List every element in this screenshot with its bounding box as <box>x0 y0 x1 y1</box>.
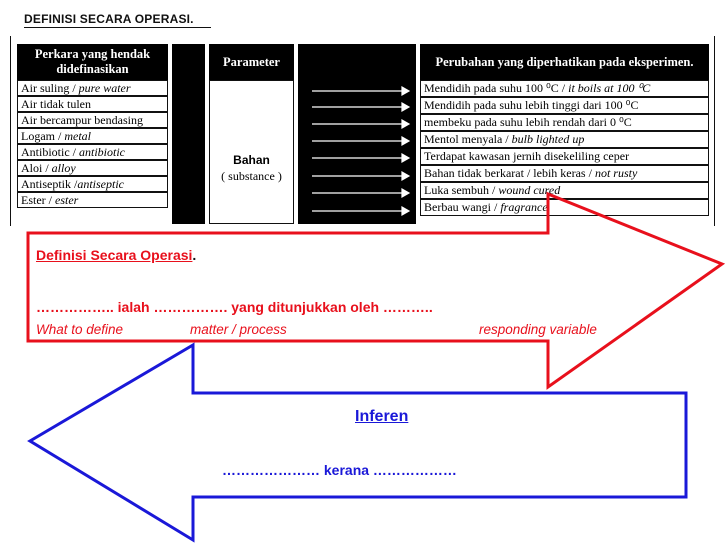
definition-template: …………….. ialah ……………. yang ditunjukkan oleh ……….. <box>36 299 433 315</box>
document-title: DEFINISI SECARA OPERASI. <box>24 12 194 26</box>
perkara-row <box>17 128 168 144</box>
row-text: Air bercampur bendasing <box>21 113 143 127</box>
row-italic-text: wound cured <box>498 183 561 197</box>
perkara-row <box>17 144 168 160</box>
row-text: Aloi / <box>21 161 52 175</box>
perkara-row <box>17 160 168 176</box>
perubahan-row <box>420 199 709 216</box>
row-text: Antiseptik / <box>21 177 78 191</box>
header-perubahan-text: Perubahan yang diperhatikan pada eksperimen. <box>435 54 694 69</box>
row-text: Terdapat kawasan jernih disekeliling ceper <box>424 149 630 163</box>
definition-label-what: What to define <box>36 322 124 337</box>
perubahan-row <box>420 97 709 114</box>
arrow-column <box>298 44 416 224</box>
parameter-bahan: Bahan <box>233 153 270 167</box>
row-italic-text: alloy <box>51 161 76 175</box>
row-text: Mendidih pada suhu 100 ⁰C / <box>424 81 569 95</box>
perubahan-row <box>420 148 709 165</box>
row-italic-text: ester <box>55 193 79 207</box>
row-italic-text: bulb lighted up <box>511 132 585 146</box>
row-italic-text: metal <box>64 129 91 143</box>
inference-arrow-shape <box>30 345 686 540</box>
row-text: Mentol menyala / <box>424 132 512 146</box>
perkara-row <box>17 192 168 208</box>
header-parameter-text: Parameter <box>223 54 280 69</box>
perkara-row <box>17 112 168 128</box>
perkara-column <box>17 80 168 208</box>
perkara-row <box>17 80 168 96</box>
row-italic-text: not rusty <box>594 166 638 180</box>
row-italic-text: antibiotic <box>79 145 125 159</box>
perubahan-row <box>420 80 709 97</box>
header-parameter <box>209 44 294 80</box>
perubahan-column <box>420 80 709 216</box>
header-perkara <box>17 44 168 80</box>
row-text: Air suling / <box>21 81 79 95</box>
title-underline <box>24 27 211 28</box>
perkara-row <box>17 96 168 112</box>
definition-heading-dot: . <box>192 247 197 263</box>
row-text: Mendidih pada suhu lebih tinggi dari 100 ⁰C <box>424 98 639 112</box>
frame-right-border <box>714 36 715 226</box>
row-text: membeku pada suhu lebih rendah dari 0 ⁰C <box>424 115 632 129</box>
definition-label-matter: matter / process <box>190 322 287 337</box>
perubahan-row <box>420 131 709 148</box>
row-text: Berbau wangi / <box>424 200 501 214</box>
row-text: Bahan tidak berkarat / lebih keras / <box>424 166 595 180</box>
perubahan-row <box>420 182 709 199</box>
row-text: Luka sembuh / <box>424 183 499 197</box>
perkara-row <box>17 176 168 192</box>
parameter-substance: ( substance ) <box>221 169 282 183</box>
row-text: Air tidak tulen <box>21 97 91 111</box>
separator-column-1 <box>172 44 205 224</box>
definition-heading-text: Definisi Secara Operasi <box>36 247 193 263</box>
row-italic-text: it boils at 100 ⁰C <box>568 81 651 95</box>
inference-heading: Inferen <box>355 408 409 425</box>
row-italic-text: fragrance <box>500 200 548 214</box>
definition-heading <box>36 247 196 263</box>
row-text: Antibiotic / <box>21 145 79 159</box>
row-text: Ester / <box>21 193 55 207</box>
row-italic-text: pure water <box>78 81 131 95</box>
row-text: Logam / <box>21 129 65 143</box>
perubahan-row <box>420 165 709 182</box>
inference-template: ………………… kerana ……………… <box>222 462 457 478</box>
row-italic-text: antiseptic <box>77 177 125 191</box>
header-perubahan <box>420 44 709 80</box>
definition-label-responding: responding variable <box>479 322 597 337</box>
parameter-cell <box>209 80 294 224</box>
header-perkara-text: Perkara yang hendak didefinasikan <box>34 47 151 76</box>
frame-left-border <box>10 36 11 226</box>
perubahan-row <box>420 114 709 131</box>
